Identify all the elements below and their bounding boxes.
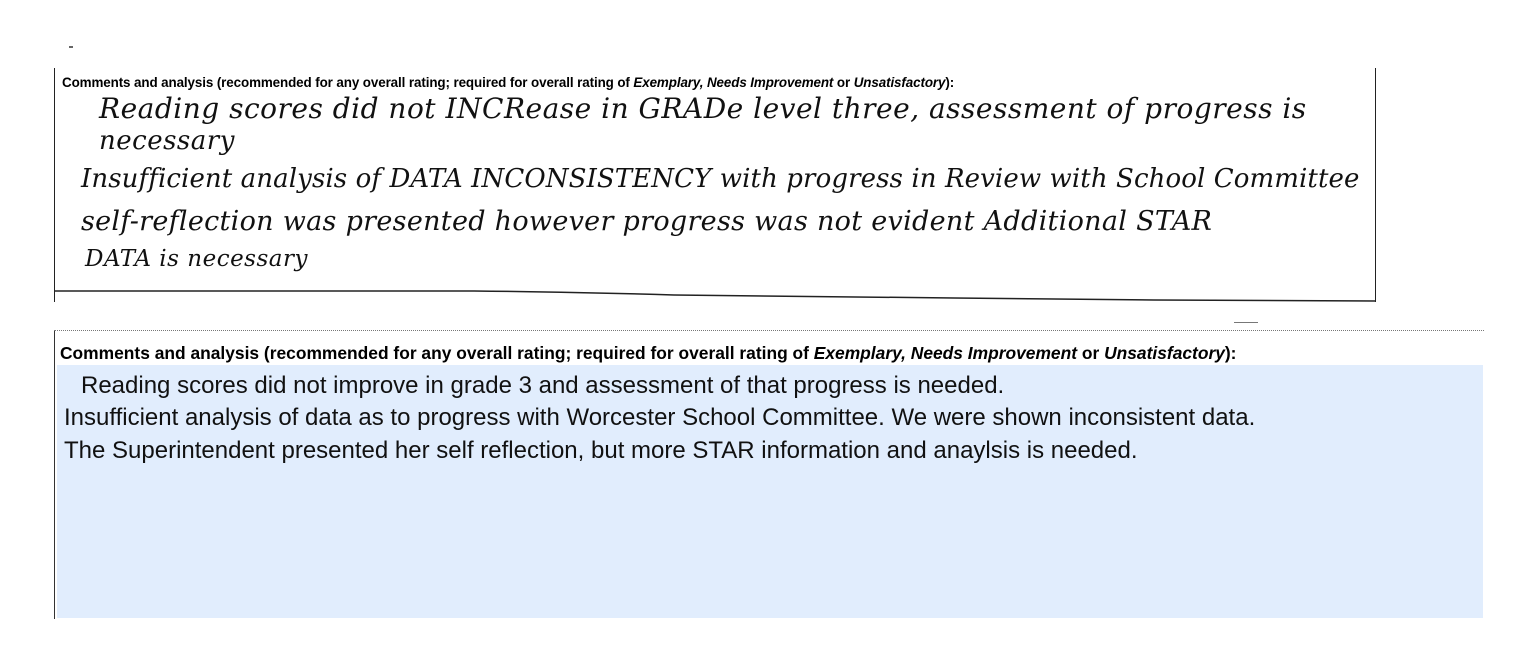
- handwritten-line: Insufficient analysis of DATA INCONSISTENCY with progress in Review with School Committee: [81, 164, 1360, 194]
- scan-artifact-mark: [69, 46, 73, 48]
- handwritten-line: necessary: [99, 126, 235, 156]
- scanned-box-bottom-border: [54, 289, 1376, 303]
- comments-text-field[interactable]: [57, 365, 1483, 618]
- typed-comments-header: Comments and analysis (recommended for any overall rating; required for overall rating of Exemplary, Needs Improvement or Unsatisfactory):: [60, 343, 1237, 363]
- scanned-comments-box: [54, 68, 1376, 302]
- scan-artifact-dash: [1234, 322, 1258, 323]
- handwritten-line: DATA is necessary: [85, 246, 308, 272]
- handwritten-line: Reading scores did not INCRease in GRADe level three, assessment of progress is: [99, 92, 1307, 125]
- typed-comments-section: [54, 331, 1484, 619]
- comment-line: The Superintendent presented her self reflection, but more STAR information and anaylsis is needed.: [64, 437, 1138, 464]
- comment-line: Reading scores did not improve in grade 3 and assessment of that progress is needed.: [81, 372, 1005, 399]
- handwritten-line: self-reflection was presented however progress was not evident Additional STAR: [81, 206, 1213, 237]
- comment-line: Insufficient analysis of data as to progress with Worcester School Committee. We were shown inconsistent data.: [64, 404, 1256, 431]
- scanned-comments-header: Comments and analysis (recommended for any overall rating; required for overall rating of Exemplary, Needs Improvement or Unsatisfactory):: [62, 75, 955, 90]
